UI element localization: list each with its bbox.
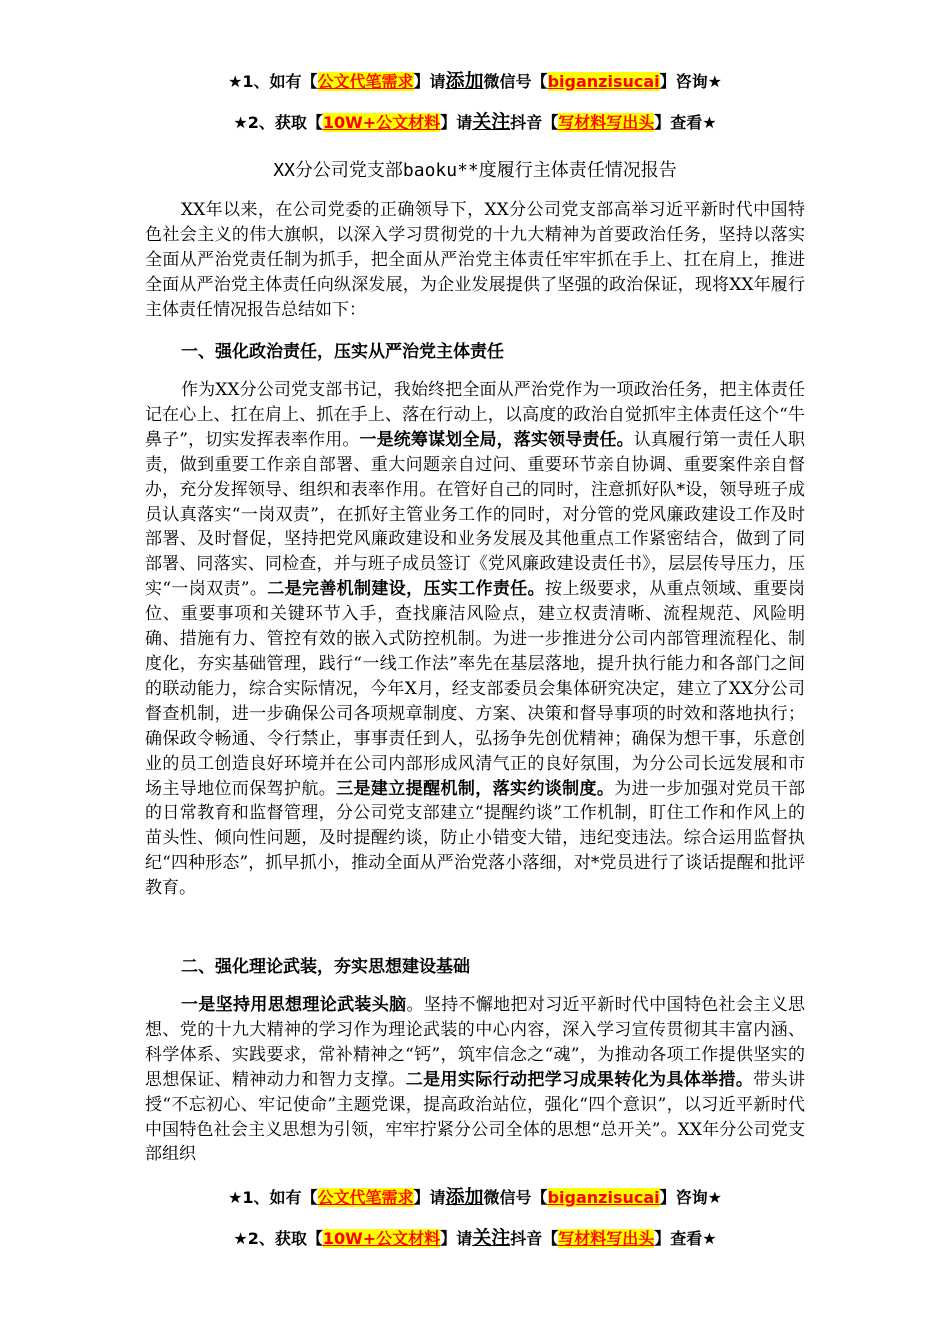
- bold-lead: 一是统筹谋划全局，落实领导责任。: [359, 429, 634, 450]
- promo-text: 】请: [413, 1188, 446, 1207]
- promo-emphasis: 关注: [472, 111, 511, 133]
- promo-highlight: 公文代笔需求: [317, 1188, 414, 1207]
- promo-line-2-top: [0, 111, 950, 134]
- body-text: 认真履行第一责任人职责，做到重要工作亲自部署、重大问题亲自过问、重要环节亲自协调、重要案件亲自督办，充分发挥领导、组织和表率作用。在管好自己的同时，注意抓好队*设，领导班子成员认真落实“一岗双责”，在抓好主管业务工作的同时，对分管的党风廉政建设工作及时部署、及时督促，坚持把党风廉政建设和业务发展及其他重点工作紧密结合，做到了同部署、同落实、同检查，并与班子成员签订《党风廉政建设责任书》，层层传导压力，压实“一岗双责”。: [145, 429, 806, 600]
- bold-lead: 二是用实际行动把学习成果转化为具体举措。: [405, 1069, 754, 1090]
- promo-text: 微信号【: [483, 72, 548, 91]
- promo-line-1-bottom: [0, 1186, 950, 1209]
- promo-emphasis: 添加: [445, 70, 484, 92]
- section-2-heading: 二、强化理论武装，夯实思想建设基础: [181, 957, 470, 977]
- section-1-paragraph: [145, 378, 805, 901]
- body-text: 。坚持不懈地把对习近平新时代中国特色社会主义思想、党的十九大精神的学习作为理论武装的中心内容，深入学习宣传贯彻其丰富内涵、科学体系、实践要求，常补精神之“钙”，筑牢信念之“魂”，为推动各项工作提供坚实的思想保证、精神动力和智力支撑。: [145, 995, 806, 1090]
- promo-text: 】请: [440, 113, 473, 132]
- section-2-paragraph: [145, 993, 805, 1167]
- promo-highlight: biganzisucai: [547, 72, 660, 91]
- promo-highlight: 写材料写出头: [558, 113, 655, 132]
- promo-text: 】查看★: [654, 113, 717, 132]
- promo-text: ★1、如有【: [228, 1188, 318, 1207]
- promo-line-2-bottom: [0, 1227, 950, 1250]
- document-title: XX分公司党支部baoku**度履行主体责任情况报告: [273, 160, 677, 181]
- body-text: 为进一步加强对党员干部的日常教育和监督管理，分公司党支部建立“提醒约谈”工作机制，盯住工作和作风上的苗头性、倾向性问题，及时提醒约谈，防止小错变大错，违纪变违法。综合运用监督执纪“四种形态”，抓早抓小，推动全面从严治党落小落细，对*党员进行了谈话提醒和批评教育。: [145, 778, 806, 899]
- promo-highlight: biganzisucai: [547, 1188, 660, 1207]
- body-text: 作为XX分公司党支部书记，我始终把全面从严治党作为一项政治任务，把主体责任记在心上、扛在肩上、抓在手上、落在行动上，以高度的政治自觉抓牢主体责任这个“牛鼻子”，切实发挥表率作用。: [145, 380, 805, 450]
- promo-text: 】咨询★: [659, 72, 722, 91]
- promo-text: 】查看★: [654, 1229, 717, 1248]
- body-text: 按上级要求，从重点领域、重要岗位、重要事项和关键环节入手，查找廉洁风险点，建立权责清晰、流程规范、风险明确、措施有力、管控有效的嵌入式防控机制。为进一步推进分公司内部管理流程化、制度化，夯实基础管理，践行“一线工作法”率先在基层落地，提升执行能力和各部门之间的联动能力，综合实际情况，今年X月，经支部委员会集体研究决定，建立了XX分公司督查机制，进一步确保公司各项规章制度、方案、决策和督导事项的时效和落地执行；确保政令畅通、令行禁止，事事责任到人，弘扬争先创优精神；确保为想干事，乐意创业的员工创造良好环境并在公司内部形成风清气正的良好氛围，为分公司长远发展和市场主导地位而保驾护航。: [145, 579, 805, 799]
- promo-highlight: 公文代笔需求: [317, 72, 414, 91]
- bold-lead: 一是坚持用思想理论武装头脑: [181, 995, 407, 1015]
- promo-text: 抖音【: [510, 1229, 559, 1248]
- promo-text: 微信号【: [483, 1188, 548, 1207]
- promo-text: 】请: [440, 1229, 473, 1248]
- promo-text: ★2、获取【: [233, 1229, 323, 1248]
- bold-lead: 二是完善机制建设，压实工作责任。: [267, 579, 545, 600]
- body-text: 带头讲授“不忘初心、牢记使命”主题党课，提高政治站位，强化“四个意识”，以习近平新时代中国特色社会主义思想为引领，牢牢拧紧分公司全体的思想“总开关”。XX年分公司党支部组织: [145, 1069, 806, 1165]
- promo-emphasis: 关注: [472, 1227, 511, 1249]
- promo-text: 抖音【: [510, 113, 559, 132]
- promo-highlight: 写材料写出头: [558, 1229, 655, 1248]
- promo-text: ★2、获取【: [233, 113, 323, 132]
- section-1-heading: 一、强化政治责任，压实从严治党主体责任: [181, 342, 504, 362]
- promo-highlight: 10W+公文材料: [322, 113, 441, 132]
- bold-lead: 三是建立提醒机制，落实约谈制度。: [336, 778, 615, 799]
- intro-paragraph: XX年以来，在公司党委的正确领导下，XX分公司党支部高举习近平新时代中国特色社会主义的伟大旗帜，以深入学习贯彻党的十九大精神为首要政治任务，坚持以落实全面从严治党责任制为抓手，把全面从严治党主体责任牢牢抓在手上、扛在肩上，推进全面从严治党主体责任向纵深发展，为企业发展提供了坚强的政治保证，现将XX年履行主体责任情况报告总结如下：: [145, 200, 805, 320]
- promo-highlight: 10W+公文材料: [322, 1229, 441, 1248]
- promo-line-1-top: [0, 70, 950, 93]
- promo-emphasis: 添加: [445, 1186, 484, 1208]
- promo-text: 】咨询★: [659, 1188, 722, 1207]
- promo-text: ★1、如有【: [228, 72, 318, 91]
- promo-text: 】请: [413, 72, 446, 91]
